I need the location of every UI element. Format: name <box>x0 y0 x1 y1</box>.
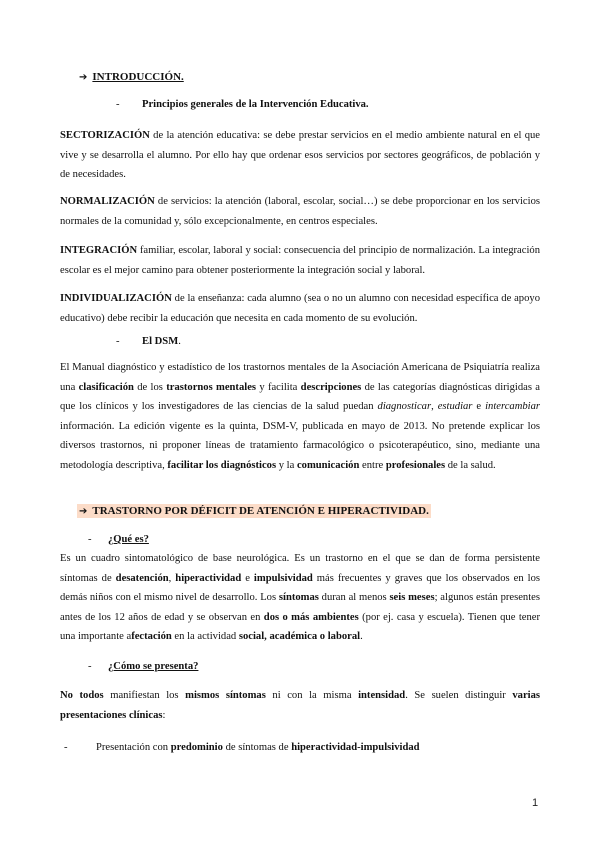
bold-run: fectación <box>131 631 172 643</box>
text-run: de las categorías diagnósticas dirigidas a que los clínicos y los investigadores de las ciencias de la salud puedan <box>60 381 540 413</box>
text-run: ; algunos están presentes antes de los 12 años de edad y se observan en <box>60 592 540 623</box>
bold-run: seis meses <box>389 592 435 604</box>
q1-subheading <box>88 533 149 547</box>
bold-run: mismos síntomas <box>185 690 266 701</box>
principle-paragraph <box>60 192 540 231</box>
text-run: en la actividad <box>171 631 239 643</box>
sub-marker: - <box>116 99 120 110</box>
q1-answer <box>60 549 540 647</box>
bold-run: profesionales <box>385 459 446 471</box>
text-run: Presentación con <box>96 742 171 753</box>
bold-run: dos o más ambientes <box>263 611 359 623</box>
list-item <box>64 741 420 755</box>
bold-run: comunicación <box>296 459 360 471</box>
text-run: . <box>360 631 363 643</box>
text-run: , <box>431 401 438 413</box>
principle-text: familiar, escolar, laboral y social: consecuencia del principio de normalización. La integración escolar es el mejor camino para obtener posteriormente la integración social y laboral. <box>60 245 540 276</box>
principle-paragraph <box>60 289 540 328</box>
page-number: 1 <box>532 797 539 809</box>
list-marker: - <box>64 742 68 753</box>
dsm-paragraph <box>60 358 540 476</box>
dsm-title-end: . <box>178 336 181 347</box>
principle-term: INTEGRACIÓN <box>60 245 138 256</box>
bold-run: trastornos mentales <box>166 381 257 393</box>
principle-text: de servicios: la atención (laboral, escolar, social…) se debe proporcionar en los servicios normales de la comunidad y, sólo excepcionalmente, en centros especiales. <box>60 196 540 227</box>
text-run: e <box>472 401 486 413</box>
text-run: y facilita <box>256 381 301 393</box>
intro-subheading <box>116 98 369 112</box>
bold-run: varias presentaciones clínicas <box>60 690 541 721</box>
text-run: El Manual diagnóstico y estadístico de los trastornos mentales de la Asociación Americana de Psiquiatría realiza una <box>60 362 540 393</box>
principle-term: NORMALIZACIÓN <box>60 196 155 207</box>
principle-text: de la atención educativa: se debe prestar servicios en el medio ambiente natural en el que vive y se desarrolla el alumno. Por ello hay que ordenar esos servicios por sectores geográficos, de población y de necesidades. <box>60 130 540 181</box>
bold-run: desatención <box>115 572 169 584</box>
tdah-heading-text: TRASTORNO POR DÉFICIT DE ATENCIÓN E HIPERACTIVIDAD. <box>92 505 429 517</box>
text-run: información. La edición vigente es la quinta, DSM-V, publicada en mayo de 2013. No pretende explicar los diversos trastornos, ni proponer líneas de tratamiento farmacológico o psicoterapéutico, sino, mediante una metodología descriptiva, <box>60 420 540 471</box>
bold-run: facilitar los diagnósticos <box>167 459 277 471</box>
arrow-right-icon: ➔ <box>79 506 88 517</box>
principle-text: de la enseñanza: cada alumno (sea o no un alumno con necesidad específica de apoyo educativo) debe recibir la educación que necesita en cada momento de su evolución. <box>60 293 540 324</box>
intro-subheading-text: Principios generales de la Intervención Educativa. <box>142 99 369 110</box>
text-run: y la <box>276 459 297 471</box>
text-run: de síntomas de <box>222 742 292 753</box>
q2-answer <box>60 686 540 725</box>
bold-run: hiperactividad <box>175 572 242 584</box>
italic-run: diagnosticar <box>377 401 432 413</box>
dsm-subheading <box>116 335 181 349</box>
bold-run: intensidad <box>358 690 406 701</box>
text-run: ni con la misma <box>265 690 359 701</box>
bold-run: hiperactividad-impulsividad <box>291 742 420 753</box>
text-run: duran al menos <box>318 592 390 604</box>
arrow-right-icon: ➔ <box>79 72 88 83</box>
italic-run: intercambiar <box>485 401 541 413</box>
text-run: , <box>168 572 176 584</box>
text-run: de la salud. <box>445 459 496 471</box>
q2-subheading <box>88 660 198 674</box>
bold-run: impulsividad <box>253 572 313 584</box>
text-run: : <box>162 709 166 721</box>
principle-term: SECTORIZACIÓN <box>60 130 150 141</box>
principle-paragraph <box>60 126 540 185</box>
tdah-heading-highlight <box>77 504 431 518</box>
bold-run: predominio <box>170 742 223 753</box>
tdah-heading <box>77 504 431 519</box>
principle-paragraph <box>60 241 540 280</box>
q2-text: ¿Cómo se presenta? <box>108 661 199 672</box>
intro-heading <box>79 70 184 85</box>
sub-marker: - <box>88 661 92 672</box>
principle-term: INDIVIDUALIZACIÓN <box>60 293 172 304</box>
bold-run: social, académica o laboral <box>238 631 361 643</box>
text-run: Es un cuadro sintomatológico de base neurológica. Es un trastorno en el que se dan de forma persistente síntomas de <box>60 553 540 584</box>
text-run: . Se suelen distinguir <box>405 690 513 701</box>
italic-run: estudiar <box>437 401 473 413</box>
text-run: de los <box>133 381 167 393</box>
bold-run: No todos <box>60 690 104 701</box>
text-run: manifiestan los <box>103 690 186 701</box>
text-run: (por ej. casa y escuela). Tienen que tener una importante a <box>60 611 540 643</box>
text-run: e <box>241 572 254 584</box>
bold-run: síntomas <box>278 592 319 604</box>
text-run: entre <box>359 459 386 471</box>
q1-text: ¿Qué es? <box>108 534 149 545</box>
bold-run: descripciones <box>300 381 362 393</box>
intro-heading-text: INTRODUCCIÓN. <box>92 71 184 83</box>
sub-marker: - <box>88 534 92 545</box>
text-run: más frecuentes y graves que los observados en los demás niños con el mismo nivel de desarrollo. Los <box>60 572 541 604</box>
dsm-title: El DSM <box>142 336 179 347</box>
sub-marker: - <box>116 336 120 347</box>
bold-run: clasificación <box>78 381 134 393</box>
